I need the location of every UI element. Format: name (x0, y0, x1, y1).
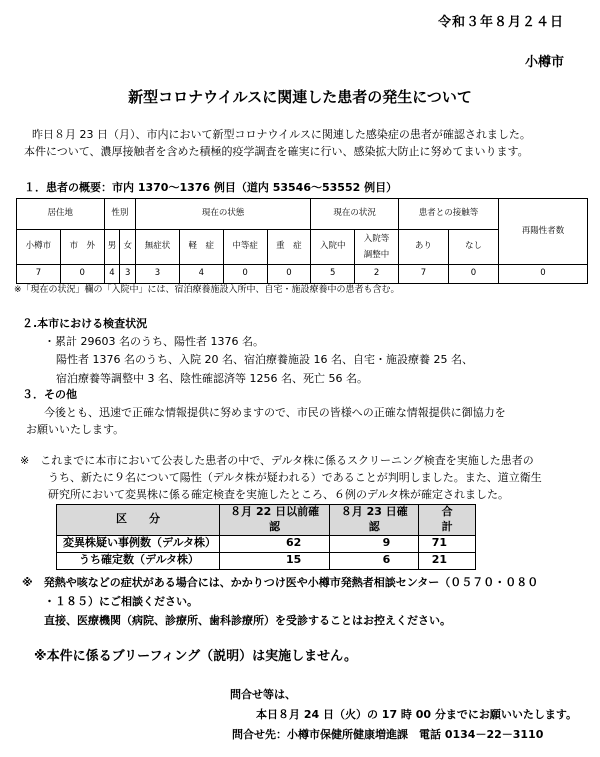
section3-heading: ３．その他 (22, 388, 77, 401)
col-group-sex: 性別 (104, 199, 135, 230)
briefing-notice: ※本件に係るブリーフィング（説明）は実施しません。 (34, 649, 357, 664)
value-cell: 3 (120, 265, 136, 284)
subheader-cell: 無症状 (136, 230, 180, 265)
delta-row-label: うち確定数（デルタ株） (57, 552, 220, 569)
delta-value-cell: 62 (220, 535, 330, 552)
subheader-cell: 重 症 (267, 230, 311, 265)
subheader-cell: あり (398, 230, 448, 265)
section2-heading: ２.本市における検査状況 (22, 317, 148, 330)
value-cell: 7 (398, 265, 448, 284)
delta-line: うち、新たに９名について陽性（デルタ株が疑われる）であることが判明しました。また、道立衛生 (48, 471, 542, 484)
delta-header-cell: ８月 23 日確認 (330, 505, 419, 536)
subheader-cell: 軽 症 (179, 230, 223, 265)
subheader-cell: 中等症 (223, 230, 267, 265)
subheader-cell: 小樽市 (17, 230, 61, 265)
delta-notice (20, 452, 542, 503)
delta-variant-table (56, 504, 476, 570)
value-cell: 4 (104, 265, 120, 284)
col-group-current-situation: 現在の状況 (311, 199, 399, 230)
value-cell: 5 (311, 265, 355, 284)
delta-line: ※ これまでに本市において公表した患者の中で、デルタ株に係るスクリーニング検査を実施した患者の (20, 454, 534, 467)
delta-value-cell: 71 (419, 535, 476, 552)
col-group-repositive: 再陽性者数 (499, 199, 588, 265)
subheader-cell: 男 (104, 230, 120, 265)
value-cell: 0 (267, 265, 311, 284)
testing-status (44, 334, 473, 388)
section1-heading: １．患者の概要：市内 1370～1376 例目（道内 53546～53552 例目） (24, 181, 398, 194)
value-cell: 0 (499, 265, 588, 284)
fever-line: 直接、医療機関（病院、診療所、歯科診療所）を受診することはお控えください。 (44, 614, 451, 627)
delta-header-cell: 区 分 (57, 505, 220, 536)
other-line: 今後とも、迅速で正確な情報提供に努めますので、市民の皆様への正確な情報提供に御協力を (44, 406, 506, 419)
subheader-cell: 女 (120, 230, 136, 265)
delta-line: 研究所において変異株に係る確定検査を実施したところ、６例のデルタ株が確定されました。 (48, 488, 510, 501)
patient-summary-table (16, 198, 588, 284)
testing-line: 宿泊療養等調整中 3 名、陰性確認済等 1256 名、死亡 56 名。 (56, 372, 368, 385)
fever-line: ・１８５）にご相談ください。 (44, 595, 198, 608)
subheader-cell: 入院等 調整中 (355, 230, 399, 265)
intro-line: 本件について、濃厚接触者を含めた積極的疫学調査を確実に行い、感染拡大防止に努めてまいります。 (24, 145, 529, 158)
value-cell: 0 (223, 265, 267, 284)
value-cell: 7 (17, 265, 61, 284)
intro-line: 昨日８月 23 日（月）、市内において新型コロナウイルスに関連した感染症の患者が確認されました。 (32, 128, 531, 141)
delta-value-cell: 6 (330, 552, 419, 569)
delta-value-cell: 21 (419, 552, 476, 569)
contact-destination: 問合せ先：小樽市保健所健康増進課 電話 0134－22－3110 (232, 728, 544, 741)
value-cell: 2 (355, 265, 399, 284)
delta-header-cell: ８月 22 日以前確認 (220, 505, 330, 536)
other-line: お願いいたします。 (26, 423, 125, 436)
document-title: 新型コロナウイルスに関連した患者の発生について (128, 88, 472, 106)
delta-header-cell: 合 計 (419, 505, 476, 536)
value-cell: 3 (136, 265, 180, 284)
table-footnote: ※「現在の状況」欄の「入院中」には、宿泊療養施設入所中、自宅・施設療養中の患者も含む。 (14, 285, 400, 295)
testing-line: ・累計 29603 名のうち、陽性者 1376 名。 (44, 335, 264, 348)
testing-line: 陽性者 1376 名のうち、入院 20 名、宿泊療養施設 16 名、自宅・施設療養 25 名、 (56, 353, 473, 366)
delta-value-cell: 9 (330, 535, 419, 552)
fever-line: ※ 発熱や咳などの症状がある場合には、かかりつけ医や小樽市発熱者相談センター（０５７０・０８０ (22, 576, 539, 589)
document-date: 令和３年８月２４日 (437, 15, 564, 30)
delta-row-label: 変異株疑い事例数（デルタ株） (57, 535, 220, 552)
contact-label: 問合せ等は、 (230, 688, 296, 701)
col-group-current-state: 現在の状態 (136, 199, 311, 230)
subheader-cell: 入院中 (311, 230, 355, 265)
value-cell: 0 (448, 265, 498, 284)
col-group-contact: 患者との接触等 (398, 199, 498, 230)
value-cell: 4 (179, 265, 223, 284)
fever-notice (22, 573, 538, 630)
subheader-cell: なし (448, 230, 498, 265)
delta-value-cell: 15 (220, 552, 330, 569)
value-cell: 0 (60, 265, 104, 284)
contact-deadline: 本日８月 24 日（火）の 17 時 00 分までにお願いいたします。 (256, 708, 578, 721)
col-group-residence: 居住地 (17, 199, 105, 230)
other-paragraph (26, 404, 506, 438)
subheader-cell: 市 外 (60, 230, 104, 265)
issuer-city: 小樽市 (524, 55, 564, 70)
intro-paragraph (24, 126, 531, 160)
